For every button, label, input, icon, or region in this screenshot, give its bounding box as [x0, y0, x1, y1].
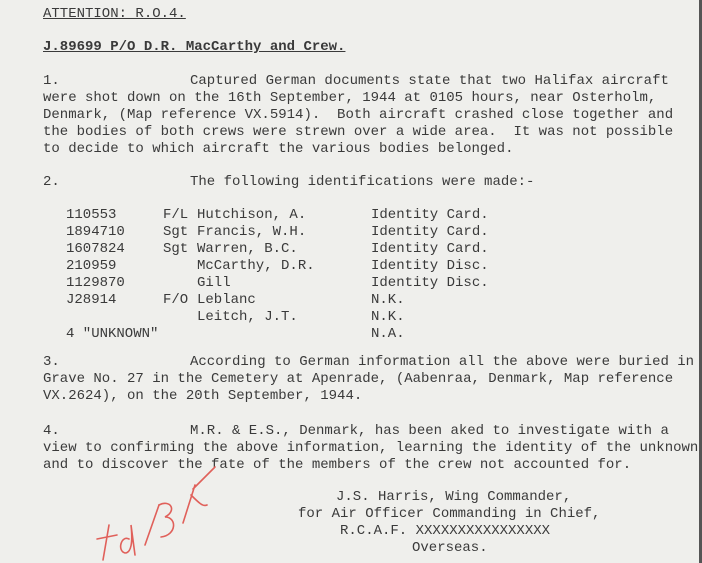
paragraph-number: 2. [43, 174, 60, 190]
name-cell: Gill [197, 275, 231, 291]
paragraph-line: M.R. & E.S., Denmark, has been aked to investigate with a [190, 423, 669, 439]
attention-line: ATTENTION: R.O.4. [43, 6, 186, 22]
paragraph-number: 4. [43, 423, 60, 439]
red-pencil-annotation [95, 455, 225, 563]
name-cell: Leblanc [197, 292, 256, 308]
service-number-cell: 1129870 [66, 275, 125, 291]
service-number-cell: 4 "UNKNOWN" [66, 326, 159, 342]
paragraph-line: According to German information all the above were buried in [190, 354, 695, 370]
paragraph-line: the bodies of both crews were strewn over a wide area. It was not possible [43, 124, 674, 140]
service-number-cell: J28914 [66, 292, 117, 308]
signature-location: Overseas. [412, 540, 488, 556]
identification-cell: N.K. [371, 292, 405, 308]
name-cell: Leitch, J.T. [197, 309, 298, 325]
paragraph-number: 3. [43, 354, 60, 370]
paragraph-line: Denmark, (Map reference VX.5914). Both aircraft crashed close together and [43, 107, 674, 123]
service-number-cell: 210959 [66, 258, 117, 274]
signature-title: for Air Officer Commanding in Chief, [298, 506, 601, 522]
paragraph-line: Grave No. 27 in the Cemetery at Apenrade, (Aabenraa, Denmark, Map reference [43, 371, 674, 387]
name-cell: Hutchison, A. [197, 207, 307, 223]
signature-name: J.S. Harris, Wing Commander, [336, 489, 572, 505]
paragraph-line: Captured German documents state that two Halifax aircraft [190, 73, 669, 89]
paragraph-number: 1. [43, 73, 60, 89]
paragraph-line: view to confirming the above information, learning the identity of the unknown [43, 440, 699, 456]
name-cell: Warren, B.C. [197, 241, 298, 257]
identification-cell: N.A. [371, 326, 405, 342]
identification-cell: N.K. [371, 309, 405, 325]
service-number-cell: 1894710 [66, 224, 125, 240]
signature-org: R.C.A.F. XXXXXXXXXXXXXXXX [340, 523, 551, 539]
paragraph-line: were shot down on the 16th September, 1944 at 0105 hours, near Osterholm, [43, 90, 657, 106]
paragraph-line: and to discover the fate of the members of the crew not accounted for. [43, 457, 632, 473]
name-cell: Francis, W.H. [197, 224, 307, 240]
identification-cell: Identity Card. [371, 207, 489, 223]
identification-cell: Identity Disc. [371, 275, 489, 291]
service-number-cell: 1607824 [66, 241, 125, 257]
paragraph-line: VX.2624), on the 20th September, 1944. [43, 388, 363, 404]
identification-cell: Identity Disc. [371, 258, 489, 274]
identification-cell: Identity Card. [371, 241, 489, 257]
name-cell: McCarthy, D.R. [197, 258, 315, 274]
rank-cell: F/L [163, 207, 189, 223]
identification-cell: Identity Card. [371, 224, 489, 240]
subject-heading: J.89699 P/O D.R. MacCarthy and Crew. [43, 39, 346, 55]
paragraph-intro: The following identifications were made:- [190, 174, 535, 190]
rank-cell: Sgt [163, 241, 189, 257]
rank-cell: F/O [163, 292, 189, 308]
rank-cell: Sgt [163, 224, 189, 240]
service-number-cell: 110553 [66, 207, 117, 223]
paragraph-line: to decide to which aircraft the various bodies belonged. [43, 141, 514, 157]
